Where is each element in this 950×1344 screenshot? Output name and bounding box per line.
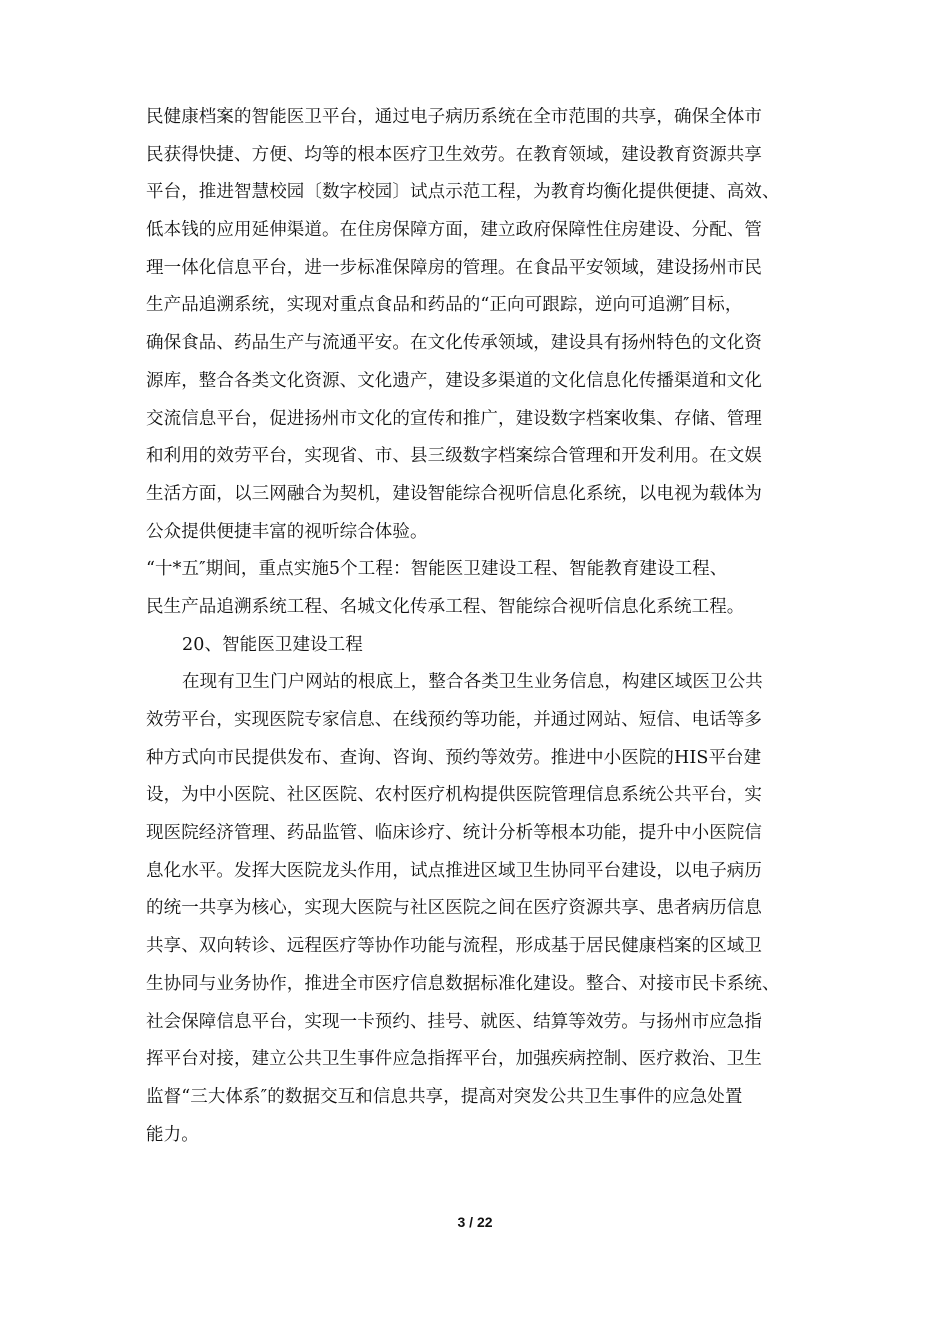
text-line: 效劳平台，实现医院专家信息、在线预约等功能，并通过网站、短信、电话等多 [146,710,762,730]
paragraph-2 [146,551,816,626]
text-line: 理一体化信息平台，进一步标准保障房的管理。在食品平安领域，建设扬州市民 [146,257,762,278]
text-line: 共享、双向转诊、远程医疗等协作功能与流程，形成基于居民健康档案的区域卫 [146,936,762,957]
text-line: 的统一共享为核心，实现大医院与社区医院之间在医疗资源共享、患者病历信息 [146,898,762,919]
text-line: 在现有卫生门户网站的根底上，整合各类卫生业务信息，构建区域医卫公共 [182,672,763,693]
text-line: 民生产品追溯系统工程、名城文化传承工程、智能综合视听信息化系统工程。 [146,596,745,617]
text-line: 交流信息平台，促进扬州市文化的宣传和推广，建设数字档案收集、存储、管理 [146,408,762,429]
text-line: 民健康档案的智能医卫平台，通过电子病历系统在全市范围的共享，确保全体市 [146,107,762,127]
text-line: 生产品追溯系统，实现对重点食品和药品的“正向可跟踪，逆向可追溯″目标， [146,295,743,316]
text-line: 和利用的效劳平台，实现省、市、县三级数字档案综合管理和开发利用。在文娱 [146,446,762,467]
text-line: 能力。 [146,1124,199,1145]
text-line: 挥平台对接，建立公共卫生事件应急指挥平台，加强疾病控制、医疗救治、卫生 [146,1049,762,1070]
text-line: “十*五″期间，重点实施5个工程：智能医卫建设工程、智能教育建设工程、 [146,559,728,580]
paragraph-3 [146,664,816,1154]
text-line: 生协同与业务协作，推进全市医疗信息数据标准化建设。整合、对接市民卡系统、 [146,973,780,994]
text-line: 监督“三大体系″的数据交互和信息共享，提高对突发公共卫生事件的应急处置 [146,1086,743,1107]
section-heading: 20、智能医卫建设工程 [182,634,363,655]
text-line: 源库，整合各类文化资源、文化遗产，建设多渠道的文化信息化传播渠道和文化 [146,370,762,391]
text-line: 公众提供便捷丰富的视听综合体验。 [146,521,428,542]
text-line: 民获得快捷、方便、均等的根本医疗卫生效劳。在教育领域，建设教育资源共享 [146,144,762,165]
text-line: 平台，推进智慧校园〔数字校园〕试点示范工程，为教育均衡化提供便捷、高效、 [146,182,780,203]
page-number: 3 / 22 [457,1214,493,1230]
text-line: 息化水平。发挥大医院龙头作用，试点推进区域卫生协同平台建设，以电子病历 [146,860,762,881]
body-text [146,99,816,1154]
text-line: 低本钱的应用延伸渠道。在住房保障方面，建立政府保障性住房建设、分配、管 [146,220,762,241]
text-line: 现医院经济管理、药品监管、临床诊疗、统计分析等根本功能，提升中小医院信 [146,823,762,844]
text-line: 设，为中小医院、社区医院、农村医疗机构提供医院管理信息系统公共平台，实 [146,785,762,806]
text-line: 社会保障信息平台，实现一卡预约、挂号、就医、结算等效劳。与扬州市应急指 [146,1011,762,1032]
text-line: 生活方面，以三网融合为契机，建设智能综合视听信息化系统，以电视为载体为 [146,483,762,504]
paragraph-1 [146,99,816,551]
text-line: 种方式向市民提供发布、查询、咨询、预约等效劳。推进中小医院的HIS平台建 [146,747,762,768]
text-line: 确保食品、药品生产与流通平安。在文化传承领域，建设具有扬州特色的文化资 [146,333,762,354]
